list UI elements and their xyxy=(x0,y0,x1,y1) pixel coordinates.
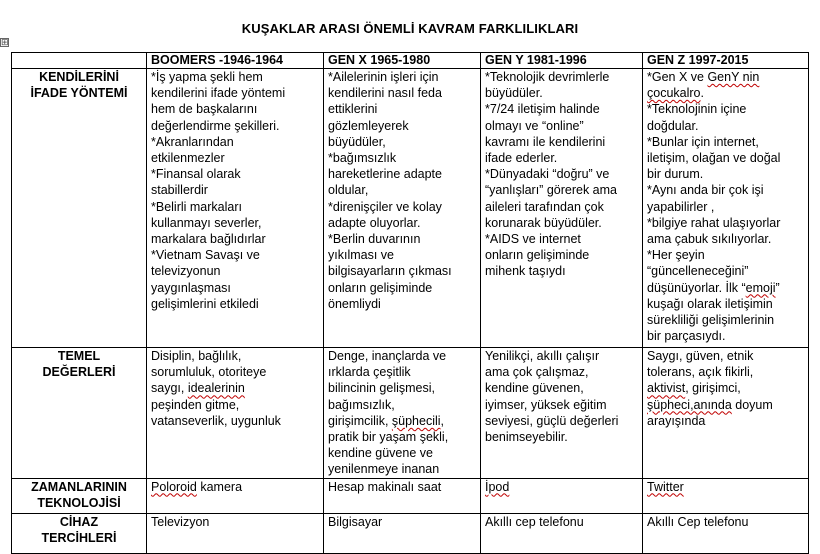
cell-text-line: şüpheci,anında doyum xyxy=(647,397,773,412)
cell-text-line: *Gen X ve GenY nin xyxy=(647,70,760,84)
cell-text-line: olmayı ve “online” xyxy=(485,118,584,133)
cell-text-line: *Finansal olarak xyxy=(151,167,241,182)
cell-text-line: korunarak büyüdüler. xyxy=(485,215,602,230)
cell-text-line: hareketlerine adapte xyxy=(328,167,442,182)
spellcheck-underline: emoji xyxy=(745,280,776,295)
cell-text-line: yapabilirler , xyxy=(647,199,715,214)
cell-boomers xyxy=(147,348,324,479)
cell-text-line xyxy=(485,479,638,495)
cell-text-line: önemliydi xyxy=(328,296,381,311)
cell-text-line: gelişimlerini etkiledi xyxy=(151,296,259,311)
cell-text-line: girişimcilik, şüphecili, xyxy=(328,413,445,428)
row-header-line: İFADE YÖNTEMİ xyxy=(30,86,128,101)
row-ifade-yontemi xyxy=(12,69,809,348)
cell-text-line: yıkılması ve xyxy=(328,248,394,263)
cell-text-line: hem de başkalarını xyxy=(151,102,258,117)
cell-text-line: *Akranlarından xyxy=(151,134,234,149)
row-header-cell xyxy=(12,513,147,553)
cell-text-line: Saygı, güven, etnik xyxy=(647,349,754,363)
spellcheck-underline: şüphecili xyxy=(391,413,441,428)
table-header-row xyxy=(12,53,809,69)
row-header-line: ZAMANLARININ xyxy=(31,479,127,494)
row-header-cell xyxy=(12,69,147,348)
cell-text-line: *Teknolojinin içine xyxy=(647,102,747,117)
cell-text-line: kullanmayı severler, xyxy=(151,215,262,230)
cell-text-line: *Teknolojik devrimlerle xyxy=(485,70,610,84)
cell-text-line: Disiplin, bağlılık, xyxy=(151,349,242,363)
cell-text-line: ettiklerini xyxy=(328,102,378,117)
spellcheck-underline: GenY nin xyxy=(707,70,760,84)
cell-text-line: *Ailelerinin işleri için xyxy=(328,70,439,84)
header-cell-gen-y: GEN Y 1981-1996 xyxy=(481,53,643,69)
cell-text-line: vatanseverlik, uygunluk xyxy=(151,413,281,428)
row-temel-degerleri xyxy=(12,348,809,479)
cell-text-line: kendilerini nasıl feda xyxy=(328,86,442,101)
cell-gen-x xyxy=(324,348,481,479)
cell-text-line: ırklarda çeşitlik xyxy=(328,365,411,380)
cell-text-line: düşünüyorlar. İlk “emoji” xyxy=(647,280,780,295)
cell-text-line: peşinden gitme, xyxy=(151,397,240,412)
cell-text-line: Televizyon xyxy=(151,514,210,529)
cell-text-line: ama çabuk sıkılıyorlar. xyxy=(647,232,772,247)
spellcheck-underline: Twitter xyxy=(647,479,684,494)
spellcheck-underline: çocukalro xyxy=(647,86,701,101)
cell-boomers xyxy=(147,478,324,513)
spellcheck-underline: Poloroid xyxy=(151,479,197,494)
row-teknoloji xyxy=(12,478,809,513)
cell-text-line: Akıllı Cep telefonu xyxy=(647,514,749,529)
cell-text-line: Bilgisayar xyxy=(328,514,383,529)
cell-text-line: bağımsızlık, xyxy=(328,397,395,412)
cell-text-line: *bilgiye rahat ulaşıyorlar xyxy=(647,215,781,230)
spellcheck-underline: şüpheci,anında xyxy=(647,397,732,412)
cell-gen-y xyxy=(481,69,643,348)
cell-gen-z xyxy=(643,513,809,553)
cell-text-line: *Vietnam Savaşı ve xyxy=(151,248,260,263)
cell-text-line: ifade ederler. xyxy=(485,151,558,166)
cell-text-line: Poloroid kamera xyxy=(151,479,243,494)
header-cell-empty xyxy=(12,53,147,69)
cell-text-line: *Belirli markaları xyxy=(151,199,242,214)
cell-text-line: bilincinin gelişmesi, xyxy=(328,381,435,396)
cell-text-line: *AIDS ve internet xyxy=(485,232,581,247)
cell-text-line: sorumluluk, otoriteye xyxy=(151,365,267,380)
cell-text-line: yenilenmeye inanan xyxy=(328,462,440,477)
cell-text-line: adapte oluyorlar. xyxy=(328,215,421,230)
cell-text-line: *İş yapma şekli hem xyxy=(151,70,263,84)
spellcheck-underline: İpod xyxy=(485,479,510,494)
cell-text-line: *bağımsızlık xyxy=(328,151,397,166)
cell-text-line: Denge, inançlarda ve xyxy=(328,349,447,363)
cell-text-line: kendilerini ifade yöntemi xyxy=(151,86,286,101)
document-title: KUŞAKLAR ARASI ÖNEMLİ KAVRAM FARKLILIKLARI xyxy=(241,21,579,36)
cell-text-line: kendine güvenen, xyxy=(485,381,584,396)
row-header-line: TERCİHLERİ xyxy=(41,530,117,545)
cell-text-line: yaygınlaşması xyxy=(151,280,231,295)
table-move-handle-icon[interactable]: ⊞ xyxy=(1,37,9,47)
cell-gen-z xyxy=(643,69,809,348)
cell-gen-z xyxy=(643,478,809,513)
header-cell-boomers: BOOMERS -1946-1964 xyxy=(147,53,324,69)
cell-text-line: markalara bağlıdırlar xyxy=(151,232,266,247)
cell-text-line: kendine güvene ve xyxy=(328,446,433,461)
header-cell-gen-x: GEN X 1965-1980 xyxy=(324,53,481,69)
cell-text-line: televizyonun xyxy=(151,264,221,279)
cell-text-line: onların gelişiminde xyxy=(485,248,590,263)
cell-gen-y xyxy=(481,478,643,513)
cell-text-line xyxy=(647,479,804,495)
cell-text-line: *Berlin duvarının xyxy=(328,232,421,247)
row-header-line: TEKNOLOJİSİ xyxy=(37,495,121,510)
cell-text-line: *direnişçiler ve kolay xyxy=(328,199,442,214)
cell-text-line: kuşağı olarak iletişimin xyxy=(647,296,773,311)
cell-text-line: seviyesi, güçlü değerleri xyxy=(485,413,619,428)
cell-text-line: büyüdüler, xyxy=(328,134,386,149)
spellcheck-underline: aktivist xyxy=(647,381,686,396)
cell-text-line: iletişim, olağan ve doğal xyxy=(647,151,781,166)
cell-text-line: *Her şeyin xyxy=(647,248,705,263)
cell-text-line: doğdular. xyxy=(647,118,699,133)
cell-boomers xyxy=(147,513,324,553)
cell-text-line: iyimser, yüksek eğitim xyxy=(485,397,607,412)
cell-gen-y xyxy=(481,513,643,553)
cell-text-line: büyüdüler. xyxy=(485,86,543,101)
row-header-cell xyxy=(12,348,147,479)
cell-gen-z xyxy=(643,348,809,479)
cell-text-line: aileleri tarafından çok xyxy=(485,199,604,214)
cell-text-line: onların gelişiminde xyxy=(328,280,433,295)
cell-gen-x xyxy=(324,513,481,553)
row-header-line: CİHAZ xyxy=(59,514,99,529)
cell-text-line: bir durum. xyxy=(647,167,704,182)
cell-text-line: bir parçasıydı. xyxy=(647,329,726,344)
row-cihaz-tercihleri xyxy=(12,513,809,553)
cell-text-line: Yenilikçi, akıllı çalışır xyxy=(485,349,600,363)
cell-text-line: *Dünyadaki “doğru” ve xyxy=(485,167,610,182)
cell-text-line: etkilenmezler xyxy=(151,151,225,166)
cell-text-line: tolerans, açık fikirli, xyxy=(647,365,754,380)
cell-text-line: *Bunlar için internet, xyxy=(647,134,759,149)
cell-text-line: arayışında xyxy=(647,413,706,428)
cell-text-line: pratik bir yaşam şekli, xyxy=(328,430,449,445)
cell-text-line: *7/24 iletişim halinde xyxy=(485,102,600,117)
cell-text-line: *Aynı anda bir çok işi xyxy=(647,183,764,198)
cell-text-line: saygı, idealerinin xyxy=(151,381,245,396)
cell-text-line: bilgisayarların çıkması xyxy=(328,264,452,279)
row-header-line: TEMEL xyxy=(57,349,101,363)
cell-text-line: çocukalro. xyxy=(647,86,704,101)
cell-text-line: kavramı ile kendilerini xyxy=(485,134,606,149)
cell-text-line: mihenk taşıydı xyxy=(485,264,566,279)
cell-gen-y xyxy=(481,348,643,479)
cell-text-line: benimseyebilir. xyxy=(485,430,568,445)
cell-boomers xyxy=(147,69,324,348)
cell-text-line: sürekliliği gelişimlerinin xyxy=(647,313,775,328)
cell-text-line: değerlendirme şekilleri. xyxy=(151,118,280,133)
row-header-line: KENDİLERİNİ xyxy=(39,70,119,84)
cell-gen-x xyxy=(324,478,481,513)
cell-text-line: Akıllı cep telefonu xyxy=(485,514,584,529)
cell-text-line: oldular, xyxy=(328,183,369,198)
header-cell-gen-z: GEN Z 1997-2015 xyxy=(643,53,809,69)
cell-text-line: “yanlışları” görerek ama xyxy=(485,183,617,198)
cell-text-line: gözlemleyerek xyxy=(328,118,409,133)
cell-gen-x xyxy=(324,69,481,348)
row-header-line: DEĞERLERİ xyxy=(42,365,116,380)
spellcheck-underline: idealerinin xyxy=(187,381,245,396)
generations-table xyxy=(11,52,809,554)
cell-text-line: “güncelleneceğini” xyxy=(647,264,749,279)
cell-text-line: aktivist, girişimci, xyxy=(647,381,741,396)
cell-text-line: Hesap makinalı saat xyxy=(328,479,442,494)
cell-text-line: stabillerdir xyxy=(151,183,208,198)
cell-text-line: ama çok çalışmaz, xyxy=(485,365,589,380)
row-header-cell xyxy=(12,478,147,513)
